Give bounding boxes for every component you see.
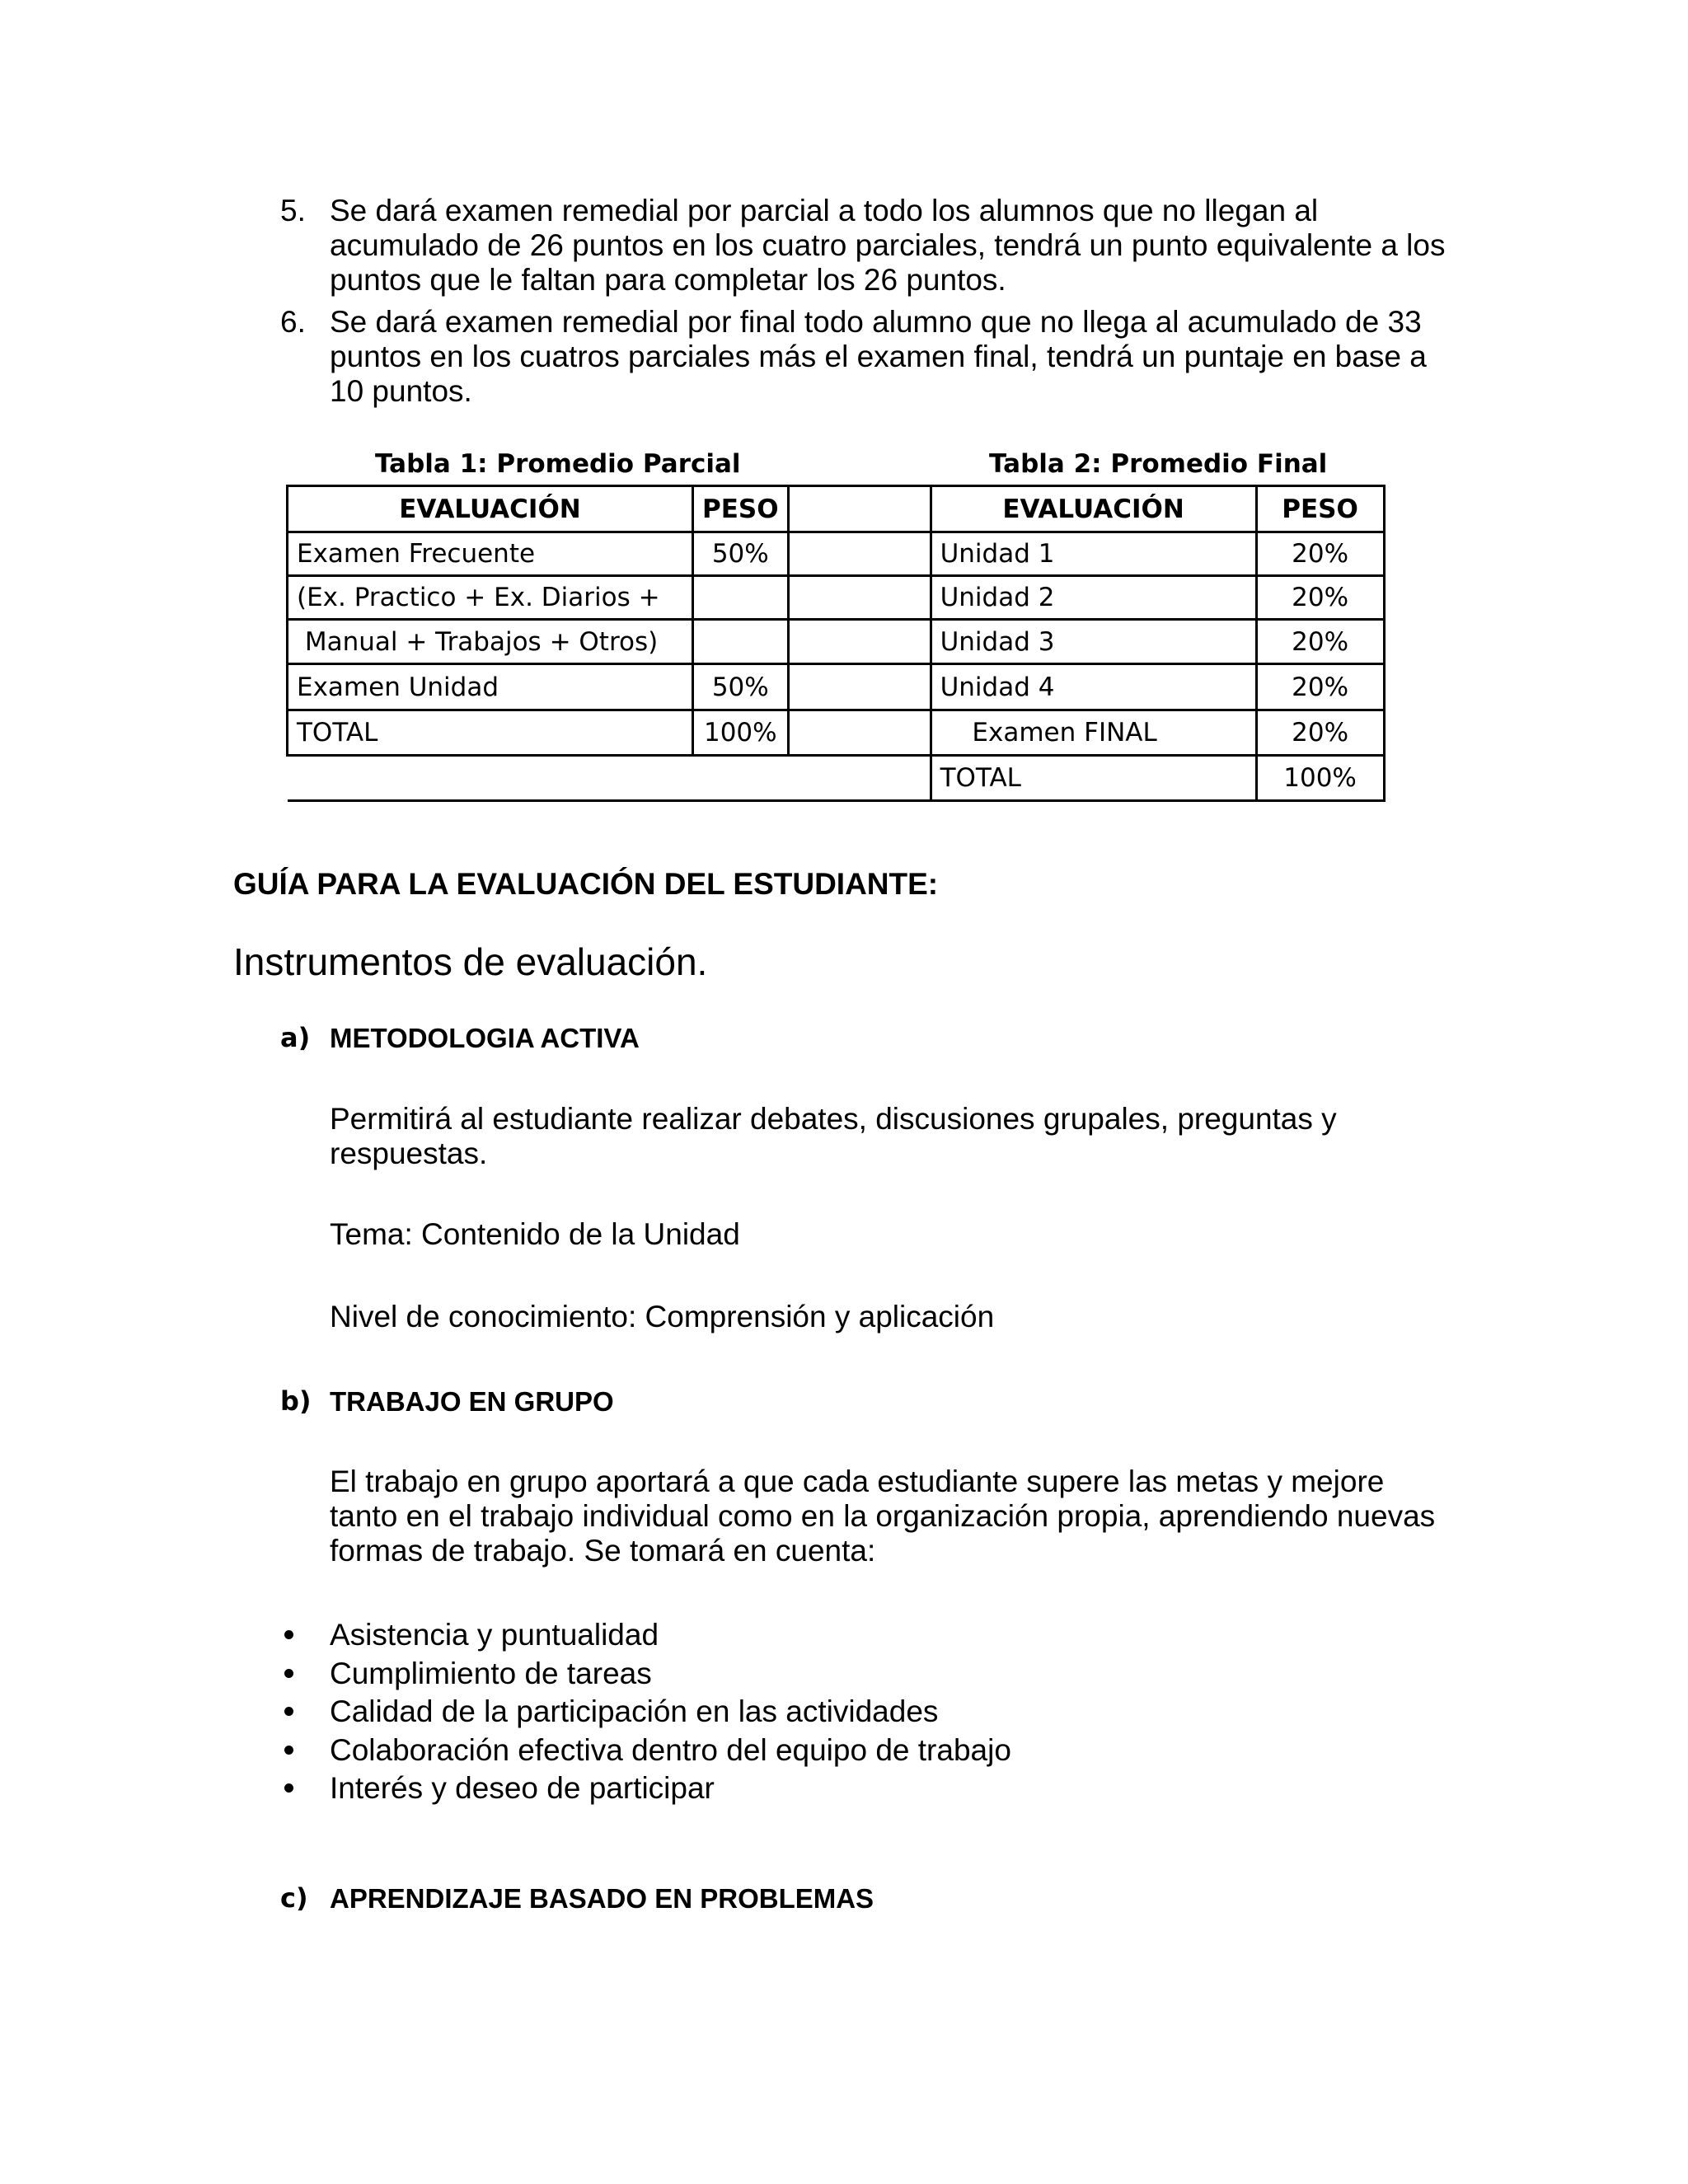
- section-b-description: El trabajo en grupo aportará a que cada estudiante supere las metas y mejore tanto en el trabajo individual como en la organización propia, aprendiendo nuevas formas de trabajo. Se tomará en cuenta:: [330, 1465, 1436, 1568]
- guide-heading: GUÍA PARA LA EVALUACIÓN DEL ESTUDIANTE:: [233, 867, 939, 901]
- section-a-letter: a): [280, 1022, 311, 1053]
- rule-6-number: 6.: [280, 305, 306, 339]
- bullet-icon: [284, 1669, 293, 1678]
- instruments-heading: Instrumentos de evaluación.: [233, 940, 708, 983]
- section-c-title: APRENDIZAJE BASADO EN PROBLEMAS: [330, 1883, 874, 1914]
- table2-cell: 20%: [1256, 620, 1384, 664]
- section-b-letter: b): [280, 1385, 312, 1417]
- bullet-icon: [284, 1783, 293, 1793]
- table-row: [288, 576, 1385, 620]
- table-separator-cell: [788, 664, 931, 710]
- table-separator-cell: [788, 486, 931, 532]
- rule-5-text: Se dará examen remedial por parcial a todo los alumnos que no llegan al acumulado de 26 puntos en los cuatro parciales, tendrá un punto equivalente a los puntos que le faltan para completar los 26 puntos.: [330, 194, 1446, 297]
- table1-cell: 50%: [693, 532, 789, 576]
- table1-cell: Examen Unidad: [288, 664, 693, 710]
- table2-cell: Unidad 2: [931, 576, 1256, 620]
- table-separator-cell: [788, 532, 931, 576]
- table-row: [288, 710, 1385, 756]
- table-separator-cell: [788, 620, 931, 664]
- list-item: [330, 1732, 1011, 1770]
- rule-5-number: 5.: [280, 194, 306, 227]
- table2-cell: Examen FINAL: [931, 710, 1256, 756]
- list-item: [330, 1769, 1011, 1808]
- list-item: [330, 1655, 1011, 1694]
- table1-cell: 50%: [693, 664, 789, 710]
- list-item-text: Cumplimiento de tareas: [330, 1656, 652, 1690]
- table2-cell: 20%: [1256, 532, 1384, 576]
- section-a-nivel: Nivel de conocimiento: Comprensión y aplicación: [330, 1300, 995, 1333]
- table1-cell: [693, 576, 789, 620]
- table-row: [288, 620, 1385, 664]
- bullet-icon: [284, 1707, 293, 1716]
- table-separator-cell: [788, 576, 931, 620]
- list-item: [330, 1616, 1011, 1655]
- table2-header-evaluacion: EVALUACIÓN: [931, 486, 1256, 532]
- evaluation-tables: [286, 485, 1386, 802]
- table2-cell: Unidad 4: [931, 664, 1256, 710]
- table2-cell: 20%: [1256, 710, 1384, 756]
- table1-cell: TOTAL: [288, 710, 693, 756]
- list-item-text: Colaboración efectiva dentro del equipo de trabajo: [330, 1732, 1011, 1767]
- table1-cell: Manual + Trabajos + Otros): [288, 620, 693, 664]
- section-b-title: TRABAJO EN GRUPO: [330, 1386, 614, 1417]
- list-item-text: Calidad de la participación en las actividades: [330, 1694, 939, 1728]
- list-item-text: Interés y deseo de participar: [330, 1771, 715, 1805]
- table2-cell: 20%: [1256, 664, 1384, 710]
- rule-6-text: Se dará examen remedial por final todo alumno que no llega al acumulado de 33 puntos en los cuatros parciales más el examen final, tendrá un puntaje en base a 10 puntos.: [330, 305, 1427, 408]
- table2-cell: Unidad 1: [931, 532, 1256, 576]
- list-item: [330, 1693, 1011, 1732]
- table1-caption: Tabla 1: Promedio Parcial: [375, 449, 741, 479]
- table2-header-peso: PESO: [1256, 486, 1384, 532]
- table2-cell: Unidad 3: [931, 620, 1256, 664]
- table2-cell: 20%: [1256, 576, 1384, 620]
- table1-cell: (Ex. Practico + Ex. Diarios +: [288, 576, 693, 620]
- table1-header-peso: PESO: [693, 486, 789, 532]
- section-a-description: Permitirá al estudiante realizar debates, discusiones grupales, preguntas y respuestas.: [330, 1102, 1337, 1170]
- table1-empty-cell: [288, 756, 931, 801]
- section-c-letter: c): [280, 1882, 308, 1914]
- criteria-list: [330, 1616, 1011, 1808]
- table1-header-evaluacion: EVALUACIÓN: [288, 486, 693, 532]
- table-separator-cell: [788, 710, 931, 756]
- table-header-row: [288, 486, 1385, 532]
- table2-caption: Tabla 2: Promedio Final: [989, 449, 1328, 479]
- bullet-icon: [284, 1630, 293, 1639]
- table-row: [288, 664, 1385, 710]
- table1-cell: Examen Frecuente: [288, 532, 693, 576]
- table2-cell: TOTAL: [931, 756, 1256, 801]
- table1-cell: 100%: [693, 710, 789, 756]
- bullet-icon: [284, 1746, 293, 1755]
- table1-cell: [693, 620, 789, 664]
- section-a-title: METODOLOGIA ACTIVA: [330, 1023, 640, 1053]
- table-row: [288, 756, 1385, 801]
- section-a-tema: Tema: Contenido de la Unidad: [330, 1217, 740, 1251]
- list-item-text: Asistencia y puntualidad: [330, 1618, 659, 1652]
- table2-cell: 100%: [1256, 756, 1384, 801]
- table-row: [288, 532, 1385, 576]
